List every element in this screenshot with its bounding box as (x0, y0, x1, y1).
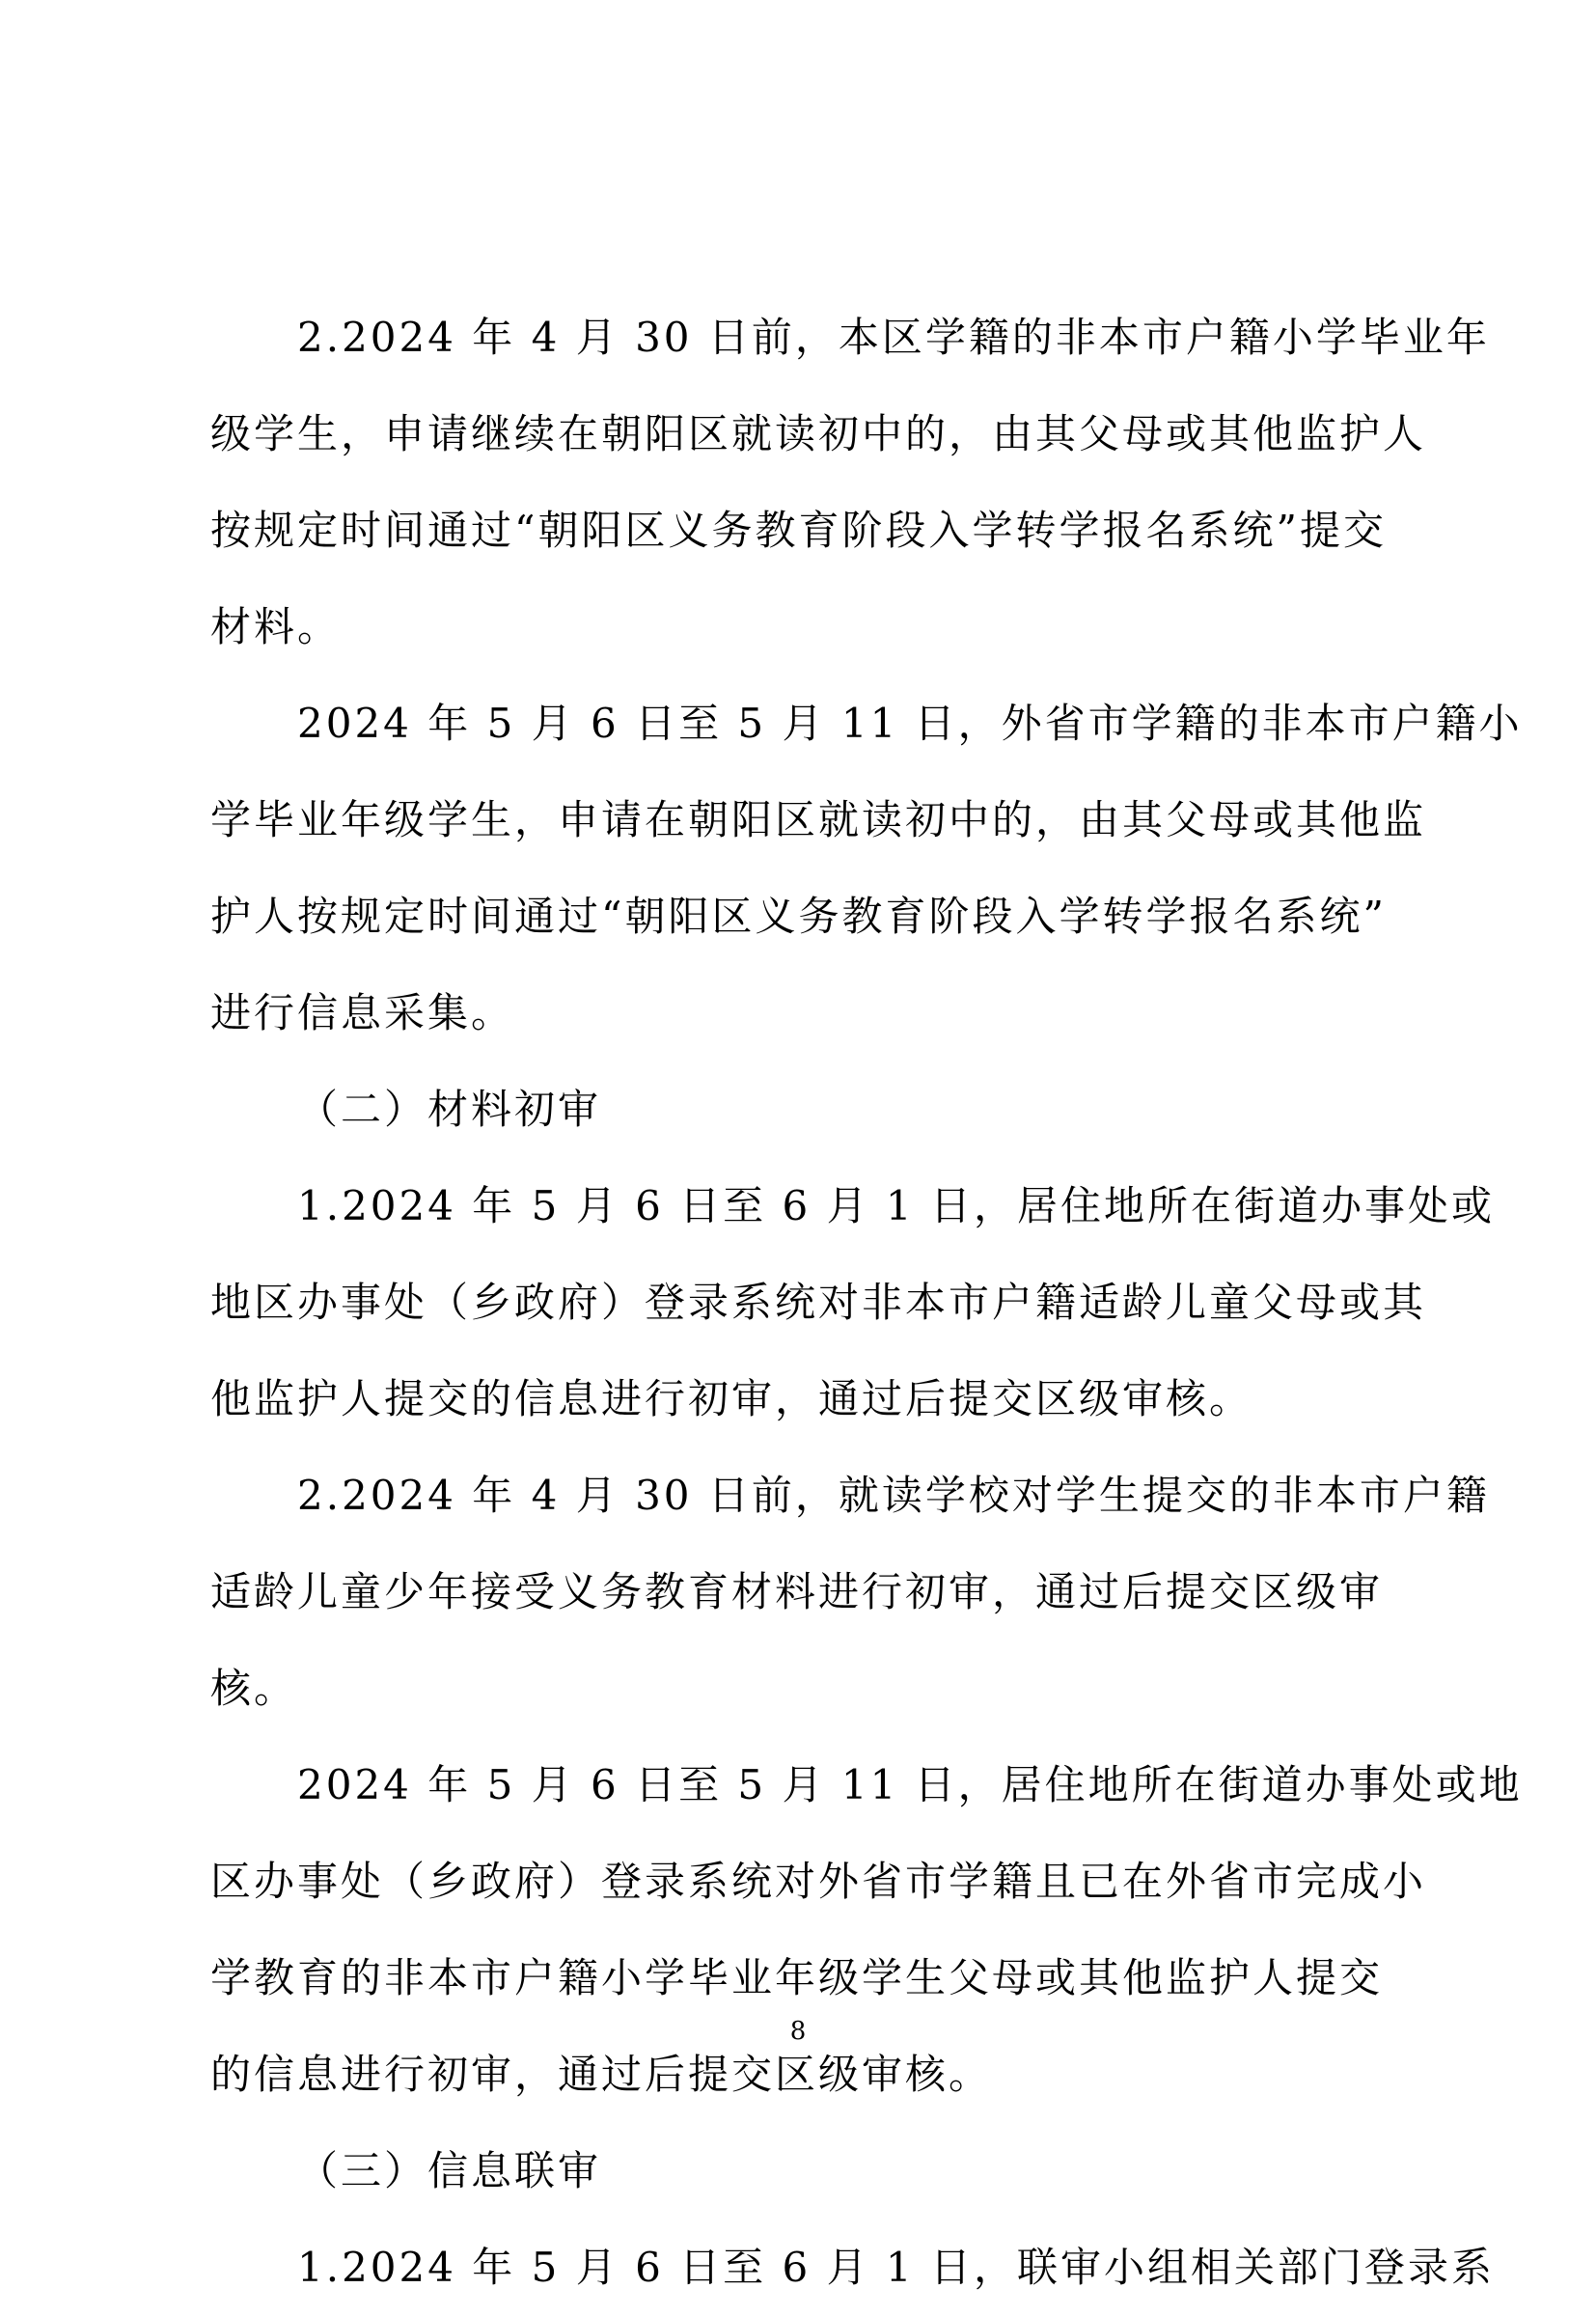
paragraph-line: 材料。 (210, 603, 342, 650)
page-number: 8 (789, 2017, 807, 2046)
paragraph-line: 2.2024 年 4 月 30 日前，就读学校对学生提交的非本市户籍 (297, 1472, 1490, 1519)
paragraph-line: 2024 年 5 月 6 日至 5 月 11 日，外省市学籍的非本市户籍小 (297, 700, 1523, 747)
paragraph-line: 进行信息采集。 (210, 989, 515, 1036)
document-body (210, 290, 1523, 2316)
paragraph-line: 1.2024 年 5 月 6 日至 6 月 1 日，联审小组相关部门登录系 (297, 2244, 1496, 2291)
paragraph-line: 学毕业年级学生，申请在朝阳区就读初中的，由其父母或其他监 (210, 796, 1427, 843)
paragraph-line: 适龄儿童少年接受义务教育材料进行初审，通过后提交区级审 (210, 1568, 1384, 1615)
paragraph-line: 核。 (210, 1665, 298, 1712)
section-heading: （三）信息联审 (297, 2147, 602, 2194)
paragraph-line: 地区办事处（乡政府）登录系统对非本市户籍适龄儿童父母或其 (210, 1279, 1427, 1326)
paragraph-line: 的信息进行初审，通过后提交区级审核。 (210, 2051, 993, 2098)
paragraph-line: 2024 年 5 月 6 日至 5 月 11 日，居住地所在街道办事处或地 (297, 1761, 1523, 1808)
paragraph-line: 他监护人提交的信息进行初审，通过后提交区级审核。 (210, 1375, 1253, 1422)
paragraph-line: 1.2024 年 5 月 6 日至 6 月 1 日，居住地所在街道办事处或 (297, 1182, 1496, 1229)
section-heading: （二）材料初审 (297, 1086, 602, 1133)
paragraph-line: 级学生，申请继续在朝阳区就读初中的，由其父母或其他监护人 (210, 410, 1427, 457)
paragraph-line: 2.2024 年 4 月 30 日前，本区学籍的非本市户籍小学毕业年 (297, 314, 1490, 361)
paragraph-line: 按规定时间通过“朝阳区义务教育阶段入学转学报名系统”提交 (210, 507, 1387, 554)
paragraph-line: 区办事处（乡政府）登录系统对外省市学籍且已在外省市完成小 (210, 1858, 1427, 1905)
paragraph-line: 护人按规定时间通过“朝阳区义务教育阶段入学转学报名系统” (210, 893, 1387, 940)
paragraph-line: 学教育的非本市户籍小学毕业年级学生父母或其他监护人提交 (210, 1954, 1384, 2001)
